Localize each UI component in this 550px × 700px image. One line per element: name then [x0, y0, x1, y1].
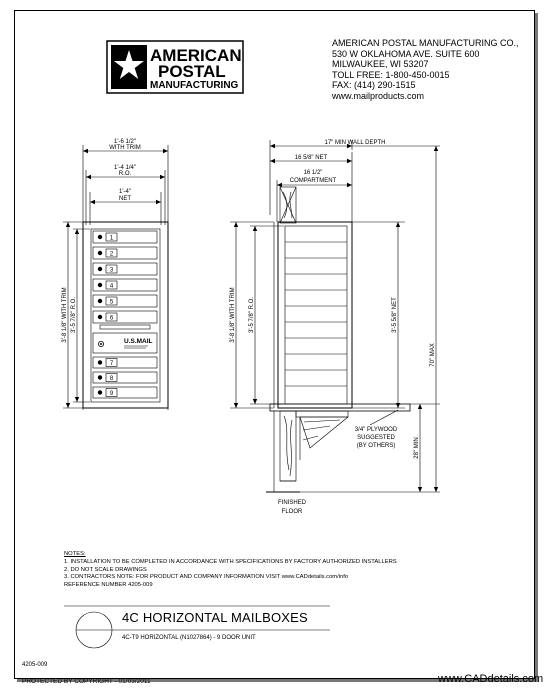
side-dim-height-net: 3'-5 5/8" NET — [392, 297, 398, 333]
company-address1: 530 W OKLAHOMA AVE. SUITE 600 — [332, 48, 480, 59]
notes-block — [64, 551, 397, 590]
logo-line3: MANUFACTURING — [150, 80, 239, 91]
front-dim-ro-label: R.O. — [118, 171, 132, 177]
plywood-note-1: 3/4" PLYWOOD — [354, 427, 398, 433]
company-fax: FAX: (414) 290-1515 — [332, 80, 416, 91]
note-item: 2. DO NOT SCALE DRAWINGS — [64, 566, 147, 573]
logo-line2: POSTAL — [158, 62, 226, 81]
plywood-note-3: (BY OTHERS) — [356, 443, 396, 449]
door-number: 7 — [109, 361, 114, 367]
drawing-title: 4C HORIZONTAL MAILBOXES — [122, 610, 308, 625]
door-number: 9 — [109, 391, 114, 397]
note-item: 3. CONTRACTORS NOTE: FOR PRODUCT AND COMPANY INFORMATION VISIT www.CADdetails.com/info — [64, 574, 349, 581]
front-dim-height-trim: 3'-8 1/8" WITH TRIM — [62, 287, 68, 343]
door-number: 3 — [109, 267, 114, 274]
side-dim-wall: 17" MIN WALL DEPTH — [324, 140, 386, 146]
side-dim-compartment: 16 1/2" — [303, 170, 323, 176]
floor-label-2: FLOOR — [281, 509, 303, 515]
side-dim-height-ro: 3'-5 7/8" R.O. — [249, 297, 255, 333]
sheet-number: 4205-009 — [22, 662, 48, 668]
caddetails-link[interactable]: www.CADdetails.com — [438, 673, 544, 685]
side-dim-height-trim: 3'-8 1/8" WITH TRIM — [230, 287, 236, 343]
company-tollfree: TOLL FREE: 1-800-450-0015 — [332, 69, 450, 80]
note-item: REFERENCE NUMBER 4205-009 — [64, 582, 153, 589]
front-dim-trim: 1'-6 1/2" — [114, 139, 136, 145]
front-dim-net-label: NET — [119, 196, 131, 202]
copyright-notice: PROTECTED BY COPYRIGHT - 01/03/2011 — [22, 678, 151, 685]
company-web: www.mailproducts.com — [332, 90, 425, 101]
door-number: 6 — [109, 315, 114, 322]
door-number: 2 — [109, 251, 114, 258]
door-hardware — [98, 233, 117, 397]
company-address2: MILWAUKEE, WI 53207 — [332, 59, 429, 70]
notes-title: NOTES: — [64, 551, 86, 557]
drawing-subtitle: 4C-T9 HORIZONTAL (N1027864) - 9 DOOR UNIT — [122, 635, 256, 641]
front-dim-height-ro: 3'-5 7/8" R.O. — [71, 297, 77, 333]
side-dim-net: 16 5/8" NET — [294, 155, 328, 161]
floor-label-1: FINISHED — [277, 500, 307, 506]
plywood-note-2: SUGGESTED — [357, 435, 395, 441]
side-dim-max: 70" MAX — [430, 343, 436, 367]
door-number: 8 — [109, 376, 114, 382]
note-item: 1. INSTALLATION TO BE COMPLETED IN ACCORDANCE WITH SPECIFICATIONS BY FACTORY AUTHORIZED INSTALLERS — [64, 558, 397, 565]
front-dim-net: 1'-4" — [119, 189, 131, 195]
door-number: 5 — [109, 299, 114, 306]
door-number: 4 — [109, 283, 114, 290]
front-dim-trim-label: WITH TRIM — [109, 145, 141, 151]
usmail-label: U.S.MAIL — [124, 338, 153, 345]
door-number: 1 — [109, 235, 114, 242]
logo-line1: AMERICAN — [150, 46, 242, 65]
side-dim-min: 28" MIN — [414, 437, 420, 459]
front-dim-ro: 1'-4 1/4" — [114, 165, 136, 171]
company-name: AMERICAN POSTAL MANUFACTURING CO., — [332, 38, 519, 48]
side-dim-compartment-label: COMPARTMENT — [289, 178, 337, 184]
